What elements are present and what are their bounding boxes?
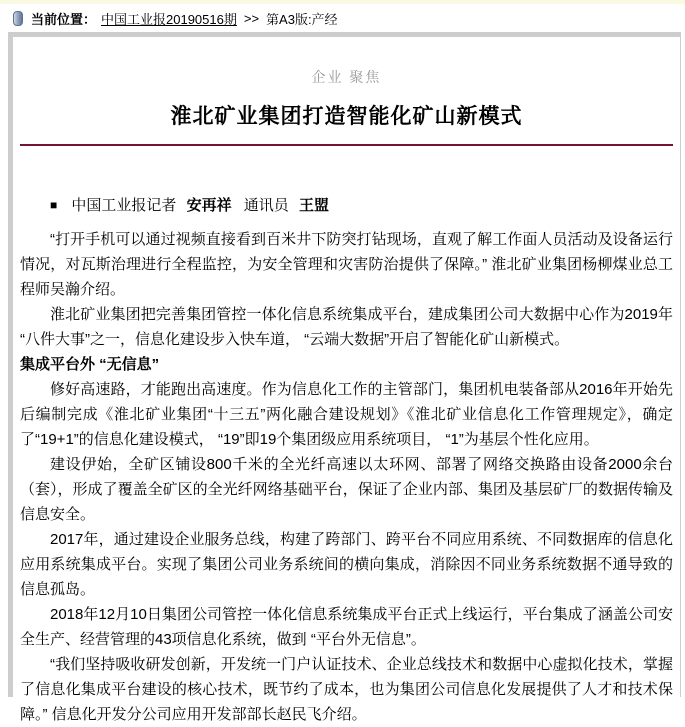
article-byline (20, 193, 673, 218)
article-paragraph: 修好高速路，才能跑出高速度。作为信息化工作的主管部门，集团机电装备部从2016年开始先后编制完成《淮北矿业集团“十三五”两化融合建设规划》《淮北矿业信息化工作管理规定》，确定了“19+1”的信息化建设模式， “19”即19个集团级应用系统项目， “1”为基层个性化应用。 (20, 381, 673, 449)
article-paragraph: “我们坚持吸收研发创新，开发统一门户认证技术、企业总线技术和数据中心虚拟化技术，掌握了信息化集成平台建设的核心技术，既节约了成本，也为集团公司信息化发展提供了人才和技术保障。” 信息化开发分公司应用开发部部长赵民飞介绍。 (20, 656, 673, 724)
breadcrumb-separator-icon: >> (243, 10, 260, 26)
article-frame (8, 32, 681, 724)
location-bullet-icon (13, 11, 23, 26)
title-rule (20, 144, 673, 146)
byline-reporter-label: 中国工业报记者 (71, 197, 177, 215)
byline-square-icon: ■ (50, 198, 58, 213)
article-body (20, 193, 673, 727)
byline-correspondent-name: 王盟 (298, 197, 329, 215)
breadcrumb-issue-link[interactable]: 中国工业报20190516期 (101, 11, 237, 27)
breadcrumb (0, 4, 685, 32)
article-paragraph: 2017年，通过建设企业服务总线，构建了跨部门、跨平台不同应用系统、不同数据库的信息化应用系统集成平台。实现了集团公司业务系统间的横向集成，消除因不同业务系统数据不通导致的信息孤岛。 (20, 531, 673, 599)
article-paragraph: “打开手机可以通过视频直接看到百米井下防突打钻现场，直观了解工作面人员活动及设备运行情况，对瓦斯治理进行全程监控，为安全管理和灾害防治提供了保障。” 淮北矿业集团杨柳煤业总工程师吴瀚介绍。 (20, 231, 673, 299)
article-paragraph: 建设伊始，全矿区铺设800千米的全光纤高速以太环网、部署了网络交换路由设备2000余台（套），形成了覆盖全矿区的全光纤网络基础平台，保证了企业内部、集团及基层矿厂的数据传输及信息安全。 (20, 456, 673, 524)
byline-correspondent-label: 通讯员 (243, 197, 289, 215)
breadcrumb-section: 第A3版:产经 (266, 11, 338, 27)
byline-reporter-name: 安再祥 (186, 197, 232, 215)
article-paragraph: 2018年12月10日集团公司管控一体化信息系统集成平台正式上线运行，平台集成了涵盖公司安全生产、经营管理的43项信息化系统，做到 “平台外无信息”。 (20, 606, 673, 649)
article-paragraph: 淮北矿业集团把完善集团管控一体化信息系统集成平台，建成集团公司大数据中心作为2019年 “八件大事”之一，信息化建设步入快车道， “云端大数据”开启了智能化矿山新模式。 (20, 306, 673, 349)
article-category: 企业 聚焦 (311, 69, 382, 85)
section-heading: 集成平台外 “无信息” (20, 356, 160, 374)
page-title: 淮北矿业集团打造智能化矿山新模式 (170, 105, 523, 128)
breadcrumb-label: 当前位置： (31, 11, 97, 27)
